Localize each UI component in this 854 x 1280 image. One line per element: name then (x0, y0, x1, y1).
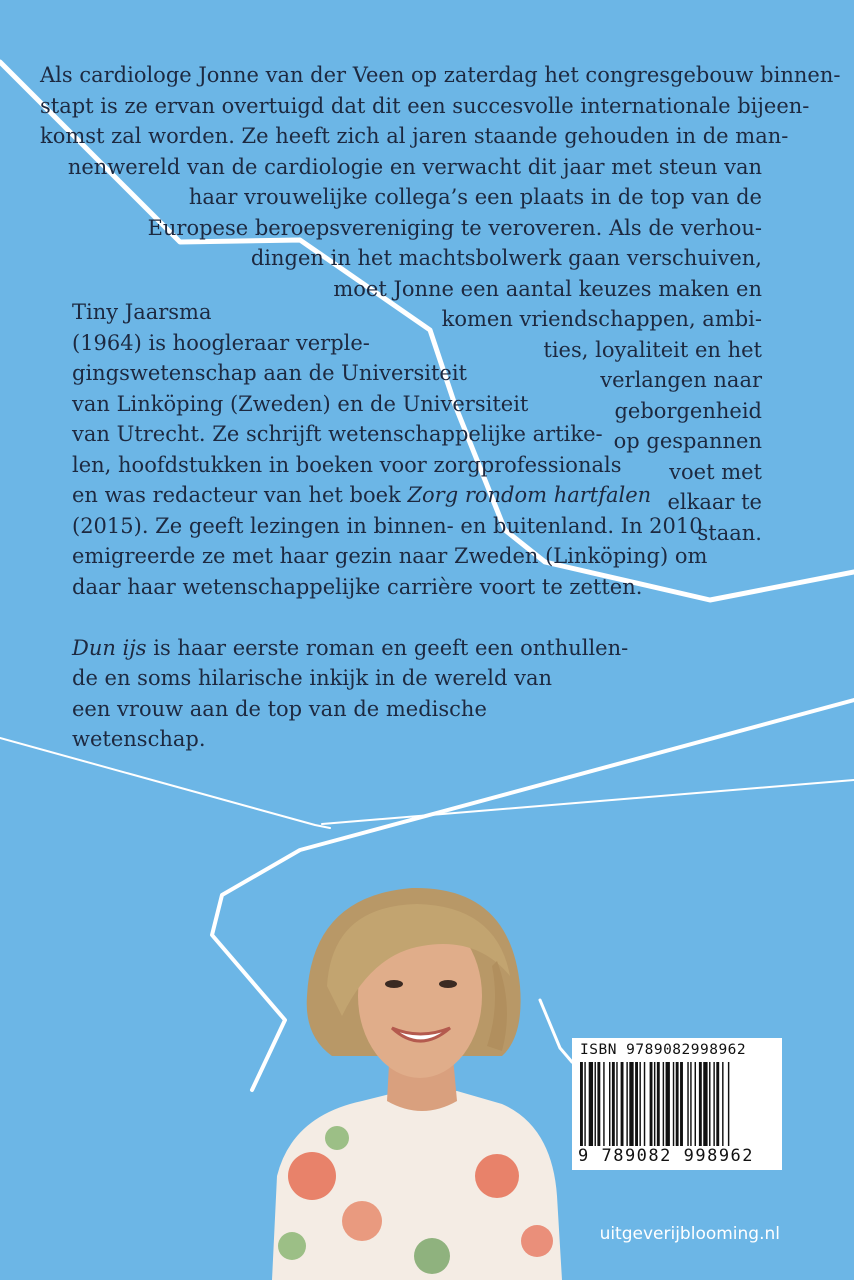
author-photo (252, 876, 582, 1280)
blurb-line: Als cardiologe Jonne van der Veen op zaterdag het congresgebouw binnen- (40, 63, 841, 87)
isbn-label: ISBN 9789082998962 (580, 1042, 747, 1058)
paragraph-gap (72, 602, 672, 633)
bio-line: gingswetenschap aan de Universiteit (72, 361, 467, 385)
blurb-line: geborgenheid (614, 398, 762, 423)
bio-line-text: en was redacteur van het boek (72, 483, 408, 507)
bio-line: van Utrecht. Ze schrijft wetenschappelijke artike- (72, 422, 603, 446)
author-name: Tiny Jaarsma (72, 300, 212, 324)
bio-line: daar haar wetenschappelijke carrière voort te zetten. (72, 574, 643, 599)
novel-line: een vrouw aan de top van de medische (72, 696, 487, 721)
bio-line: emigreerde ze met haar gezin naar Zweden (Linköping) om (72, 544, 708, 568)
novel-line: de en soms hilarische inkijk in de wereld van (72, 666, 553, 690)
novel-line-text: is haar eerste roman en geeft een onthullen- (146, 635, 629, 660)
bio-line: len, hoofdstukken in boeken voor zorgprofessionals (72, 452, 622, 477)
barcode-panel (572, 1038, 782, 1170)
blurb-line: staan. (697, 520, 762, 545)
novel-line: wetenschap. (72, 727, 206, 751)
bio-line: van Linköping (Zweden) en de Universiteit (72, 391, 529, 416)
blurb-line: ties, loyaliteit en het (543, 337, 762, 362)
blurb-line: stapt is ze ervan overtuigd dat dit een succesvolle internationale bijeen- (40, 93, 810, 118)
blurb-line: op gespannen (613, 429, 762, 453)
bio-line: (2015). Ze geeft lezingen in binnen- en buitenland. In 2010 (72, 513, 703, 538)
blurb-line: voet met (669, 459, 762, 484)
blurb-line: komen vriendschappen, ambi- (441, 307, 762, 331)
novel-line (72, 633, 672, 664)
blurb-line: verlangen naar (600, 368, 762, 392)
book-title-italic: Zorg rondom hartfalen (407, 483, 652, 507)
blurb-line: haar vrouwelijke collega’s een plaats in de top van de (188, 185, 762, 209)
novel-title-italic: Dun ijs (72, 635, 147, 660)
bio-line: (1964) is hoogleraar verple- (72, 330, 370, 355)
blurb-line: moet Jonne een aantal keuzes maken en (333, 276, 762, 301)
blurb-line: elkaar te (667, 490, 762, 514)
blurb-line: Europese beroepsvereniging te veroveren. Als de verhou- (147, 215, 762, 240)
blurb-line: komst zal worden. Ze heeft zich al jaren staande gehouden in de man- (40, 124, 789, 148)
bio-line (72, 480, 672, 511)
blurb-line: dingen in het machtsbolwerk gaan verschuiven, (250, 246, 762, 270)
blurb-line: nenwereld van de cardiologie en verwacht dit jaar met steun van (67, 154, 762, 179)
barcode-number: 9 789082 998962 (578, 1146, 755, 1166)
publisher-website: uitgeverijblooming.nl (599, 1224, 780, 1244)
